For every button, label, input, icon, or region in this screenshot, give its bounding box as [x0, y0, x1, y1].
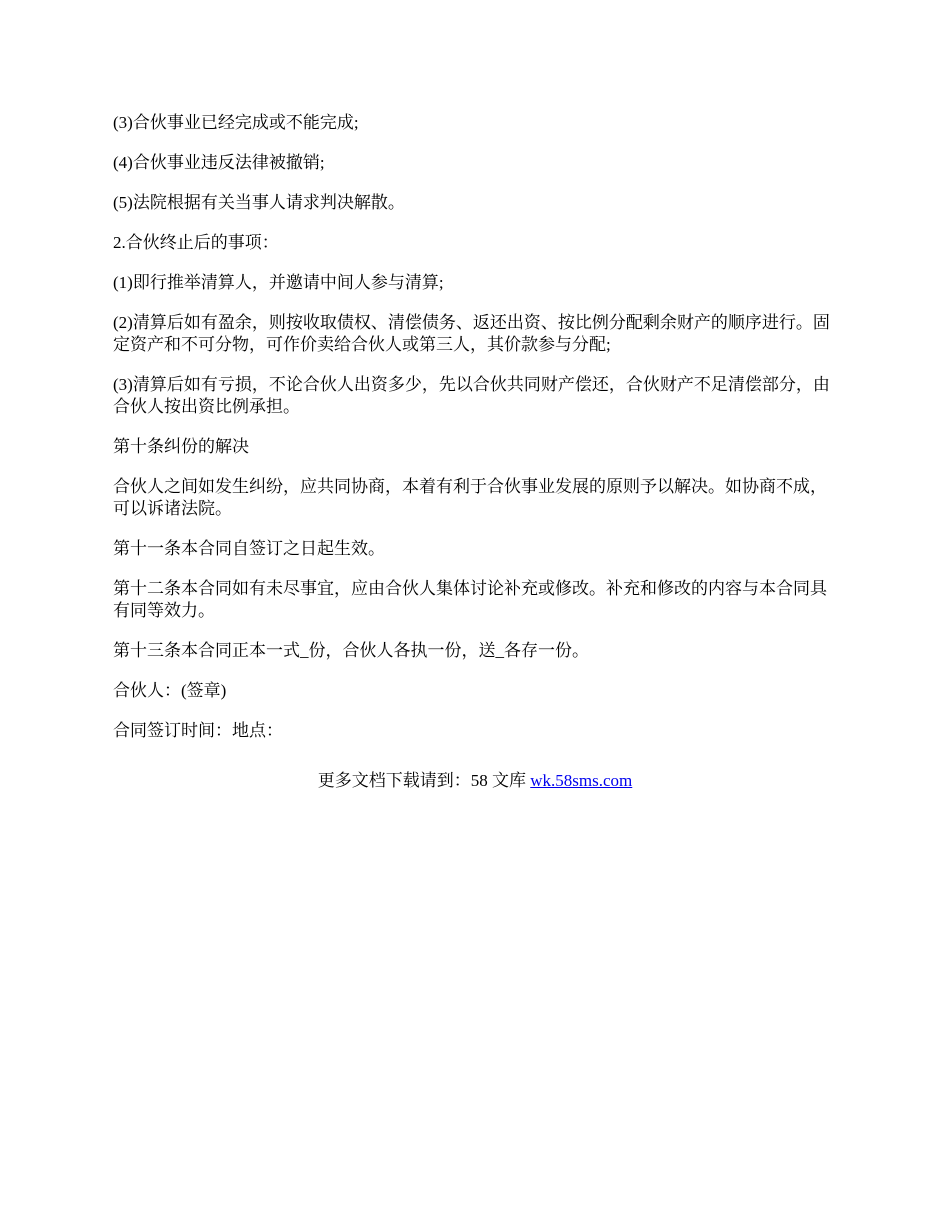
section-heading-termination-matters: 2.合伙终止后的事项： [113, 233, 279, 252]
paragraph-liquidator: (1)即行推举清算人，并邀请中间人参与清算; [113, 273, 444, 292]
footer-text: 更多文档下载请到：58 文库 [317, 771, 531, 790]
paragraph-loss: (3)清算后如有亏损，不论合伙人出资多少，先以合伙共同财产偿还，合伙财产不足清偿部分，由合伙人按出资比例承担。 [113, 375, 830, 416]
signing-time-place-line: 合同签订时间：地点： [113, 721, 283, 740]
article-thirteen: 第十三条本合同正本一式_份，合伙人各执一份，送_各存一份。 [113, 641, 589, 660]
article-eleven: 第十一条本合同自签订之日起生效。 [113, 539, 385, 558]
partner-signature-line: 合伙人：(签章) [113, 681, 227, 700]
paragraph-item-4-revoked: (4)合伙事业违反法律被撤销; [113, 153, 325, 172]
document-body [113, 112, 840, 760]
article-ten-body: 合伙人之间如发生纠纷，应共同协商，本着有利于合伙事业发展的原则予以解决。如协商不成，可以诉诸法院。 [113, 477, 827, 518]
footer-link[interactable]: wk.58sms.com [530, 771, 633, 790]
paragraph-item-3-completed: (3)合伙事业已经完成或不能完成; [113, 113, 359, 132]
paragraph-item-5-court: (5)法院根据有关当事人请求判决解散。 [113, 193, 405, 212]
paragraph-surplus: (2)清算后如有盈余，则按收取债权、清偿债务、返还出资、按比例分配剩余财产的顺序进行。固定资产和不可分物，可作价卖给合伙人或第三人，其价款参与分配; [113, 313, 830, 354]
download-footer [0, 770, 950, 792]
article-twelve: 第十二条本合同如有未尽事宜，应由合伙人集体讨论补充或修改。补充和修改的内容与本合同具有同等效力。 [113, 579, 827, 620]
article-ten-heading: 第十条纠份的解决 [113, 437, 249, 456]
